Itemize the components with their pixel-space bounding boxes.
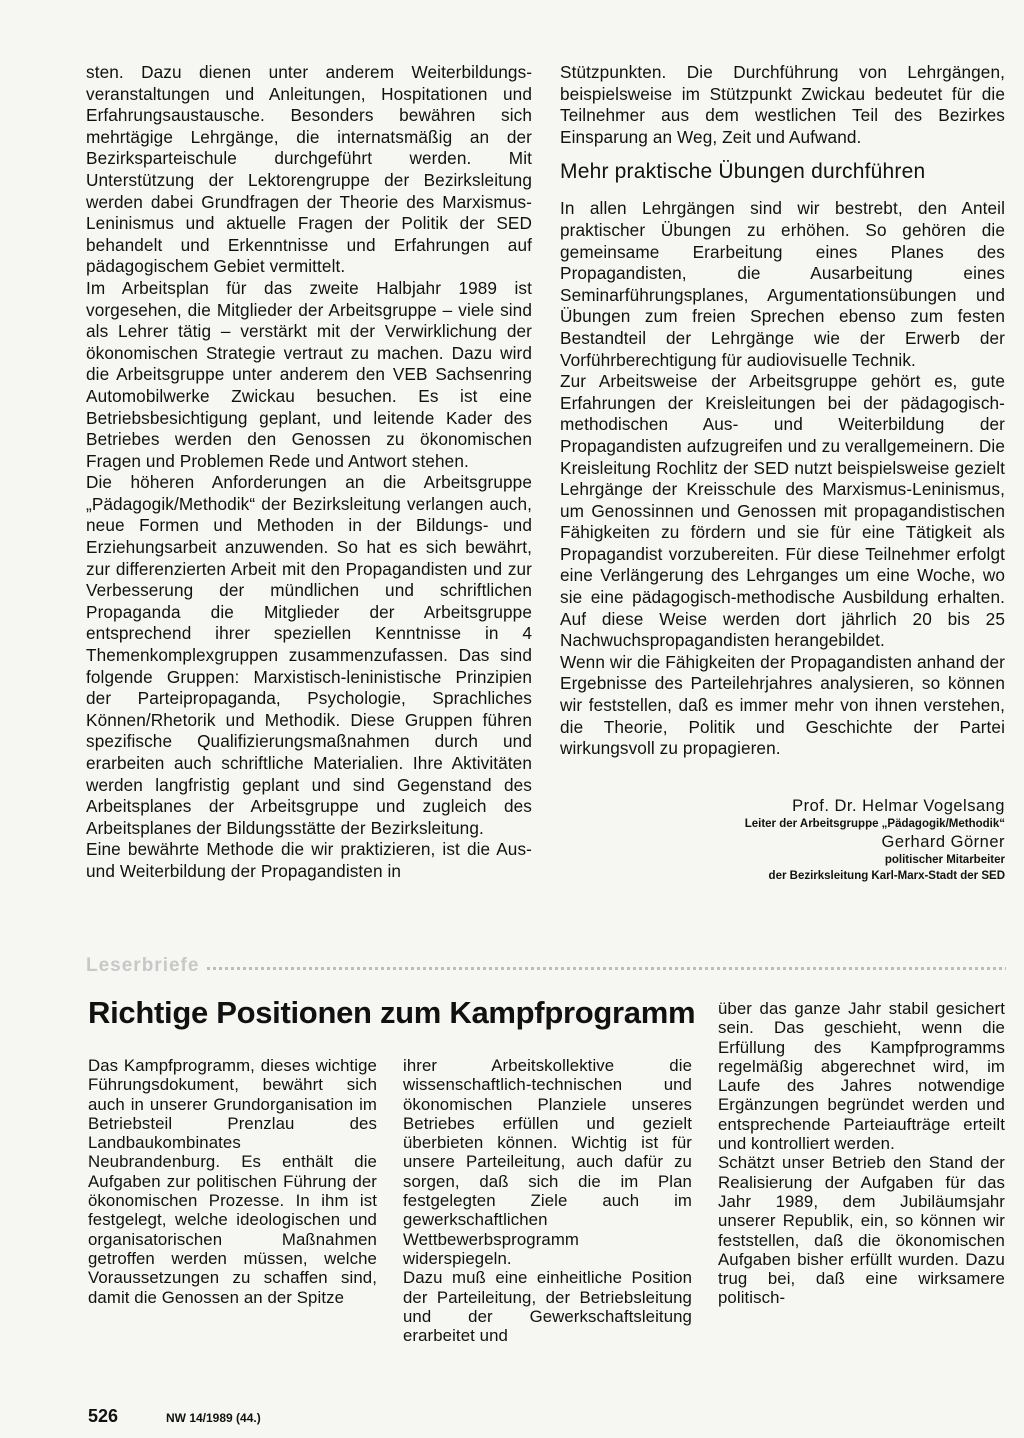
author-role: Leiter der Arbeitsgruppe „Pädagogik/Methodik“ [744,817,1005,830]
paragraph: über das ganze Jahr stabil gesichert sein. Das geschieht, wenn die Erfüllung des Kampfprogramms regelmäßig abgerechnet wird, im Laufe des Jahres notwendige Ergänzungen begründet werden und entsprechende Parteiaufträge erteilt und kontrolliert werden. [718,999,1005,1154]
paragraph: Eine bewährte Methode die wir praktizieren, ist die Aus- und Weiterbildung der Propagandisten in [86,839,532,881]
paragraph: Dazu muß eine einheitliche Position der Parteileitung, der Betriebsleitung und der Gewerkschaftsleitung erarbeitet und [403,1268,692,1346]
upper-left-column [86,62,532,883]
author-role: der Bezirksleitung Karl-Marx-Stadt der SED [768,869,1005,882]
paragraph: Wenn wir die Fähigkeiten der Propagandisten anhand der Ergebnisse des Parteilehrjahres analysieren, so können wir feststellen, daß es immer mehr von ihnen verstehen, die Theorie, Politik und Geschichte der Partei wirkungsvoll zu propagieren. [560,651,1005,759]
paragraph: In allen Lehrgängen sind wir bestrebt, den Anteil praktischer Übungen zu erhöhen. So gehören die gemeinsame Erarbeitung eines Planes des Propagandisten, die Ausarbeitung eines Seminarführungsplanes, Argumentationsübungen und Übungen zum freien Sprechen ebenso zum festen Bestandteil der Lehrgänge wie der Erwerb der Vorführberechtigung für audiovisuelle Technik. [560,198,1005,370]
paragraph: Zur Arbeitsweise der Arbeitsgruppe gehört es, gute Erfahrungen der Kreisleitungen bei der pädagogisch-methodischen Aus- und Weiterbildung der Propagandisten aufzugreifen und zu verallgemeinern. Die Kreisleitung Rochlitz der SED nutzt beispielsweise gezielt Lehrgänge der Kreisschule des Marxismus-Leninismus, um Genossinnen und Genossen mit propagandistischen Fähigkeiten zu fördern und sie für eine Tätigkeit als Propagandist vorzubereiten. Für diese Teilnehmer erfolgt eine Verlängerung des Lehrganges um eine Woche, wo sie eine pädagogisch-methodische Ausbildung erhalten. Auf diese Weise werden dort jährlich 20 bis 25 Nachwuchspropagandisten herangebildet. [560,371,1005,651]
paragraph: Stützpunkten. Die Durchführung von Lehrgängen, beispielsweise im Stützpunkt Zwickau bedeutet für die Teilnehmer aus dem westlichen Teil des Bezirkes Einsparung an Weg, Zeit und Aufwand. [560,62,1005,147]
section-rubric [86,954,1006,978]
page-number: 526 [88,1406,119,1426]
section-heading: Mehr praktische Übungen durchführen [560,160,926,184]
issue-label: NW 14/1989 (44.) [166,1411,261,1425]
signature-block [560,796,1005,884]
lower-column-2 [403,1056,692,1345]
page-footer [88,1406,261,1428]
lower-column-3 [718,999,1005,1308]
author-name: Gerhard Görner [881,832,1005,851]
author-role: politischer Mitarbeiter [884,853,1005,866]
upper-right-column [560,62,1005,884]
paragraph: Die höheren Anforderungen an die Arbeitsgruppe „Pädagogik/Methodik“ der Bezirksleitung verlangen auch, neue Formen und Methoden in der Bildungs- und Erziehungsarbeit anzuwenden. So hat es sich bewährt, zur differenzierten Arbeit mit den Propagandisten und zur Verbesserung der mündlichen und schriftlichen Propaganda die Mitglieder der Arbeitsgruppe entsprechend ihrer speziellen Kenntnisse in 4 Themenkomplexgruppen zusammenzufassen. Das sind folgende Gruppen: Marxistisch-leninistische Prinzipien der Parteipropaganda, Psychologie, Sprachliches Können/Rhetorik und Methodik. Diese Gruppen führen spezifische Qualifizierungsmaßnahmen durch und erarbeiten auch schriftliche Materialien. Ihre Aktivitäten werden langfristig geplant und sind Gegenstand des Arbeitsplanes der Arbeitsgruppe und zugleich des Arbeitsplanes der Bildungsstätte der Bezirksleitung. [86,472,532,838]
paragraph: Das Kampfprogramm, dieses wichtige Führungsdokument, bewährt sich auch in unserer Grundorganisation im Betriebsteil Prenzlau des Landbaukombinates Neubrandenburg. Es enthält die Aufgaben zur politischen Führung der ökonomischen Prozesse. In ihm ist festgelegt, welche ideologischen und organisatorischen Maßnahmen getroffen werden müssen, welche Voraussetzungen zu schaffen sind, damit die Genossen an der Spitze [88,1056,377,1307]
rubric-label: Leserbriefe [86,955,200,976]
lower-column-1 [88,1056,377,1307]
paragraph: ihrer Arbeitskollektive die wissenschaftlich-technischen und ökonomischen Planziele unseres Betriebes erfüllen und gezielt überbieten können. Wichtig ist für unsere Parteileitung, auch dafür zu sorgen, daß sich die im Plan festgelegten Ziele auch im gewerkschaftlichen Wettbewerbsprogramm widerspiegeln. [403,1056,692,1268]
author-name: Prof. Dr. Helmar Vogelsang [792,796,1005,815]
paragraph: Im Arbeitsplan für das zweite Halbjahr 1989 ist vorgesehen, die Mitglieder der Arbeitsgruppe – viele sind als Lehrer tätig – verstärkt mit der Verwirklichung der ökonomischen Strategie vertraut zu machen. Dazu wird die Arbeitsgruppe unter anderem den VEB Sachsenring Automobilwerke Zwickau besuchen. Es ist eine Betriebsbesichtigung geplant, und leitende Kader des Betriebes werden den Genossen zu ökonomischen Fragen und Problemen Rede und Antwort stehen. [86,277,532,471]
rubric-divider [207,967,1006,970]
paragraph: sten. Dazu dienen unter anderem Weiterbildungsveranstaltungen und Anleitungen, Hospitationen und Erfahrungsaustausche. Besonders bewähren sich mehrtägige Lehrgänge, die internatsmäßig an der Bezirksparteischule durchgeführt werden. Mit Unterstützung der Lektorengruppe der Bezirksleitung werden dabei Grundfragen der Theorie des Marxismus-Leninismus und aktuelle Fragen der Politik der SED behandelt und Erkenntnisse und Erfahrungen auf pädagogischem Gebiet vermittelt. [86,62,532,277]
paragraph: Schätzt unser Betrieb den Stand der Realisierung der Aufgaben für das Jahr 1989, dem Jubiläumsjahr unserer Republik, ein, so können wir feststellen, daß die ökonomischen Aufgaben bisher erfüllt wurden. Dazu trug bei, daß eine wirksamere politisch- [718,1153,1005,1308]
article-title: Richtige Positionen zum Kampfprogramm [88,995,696,1030]
